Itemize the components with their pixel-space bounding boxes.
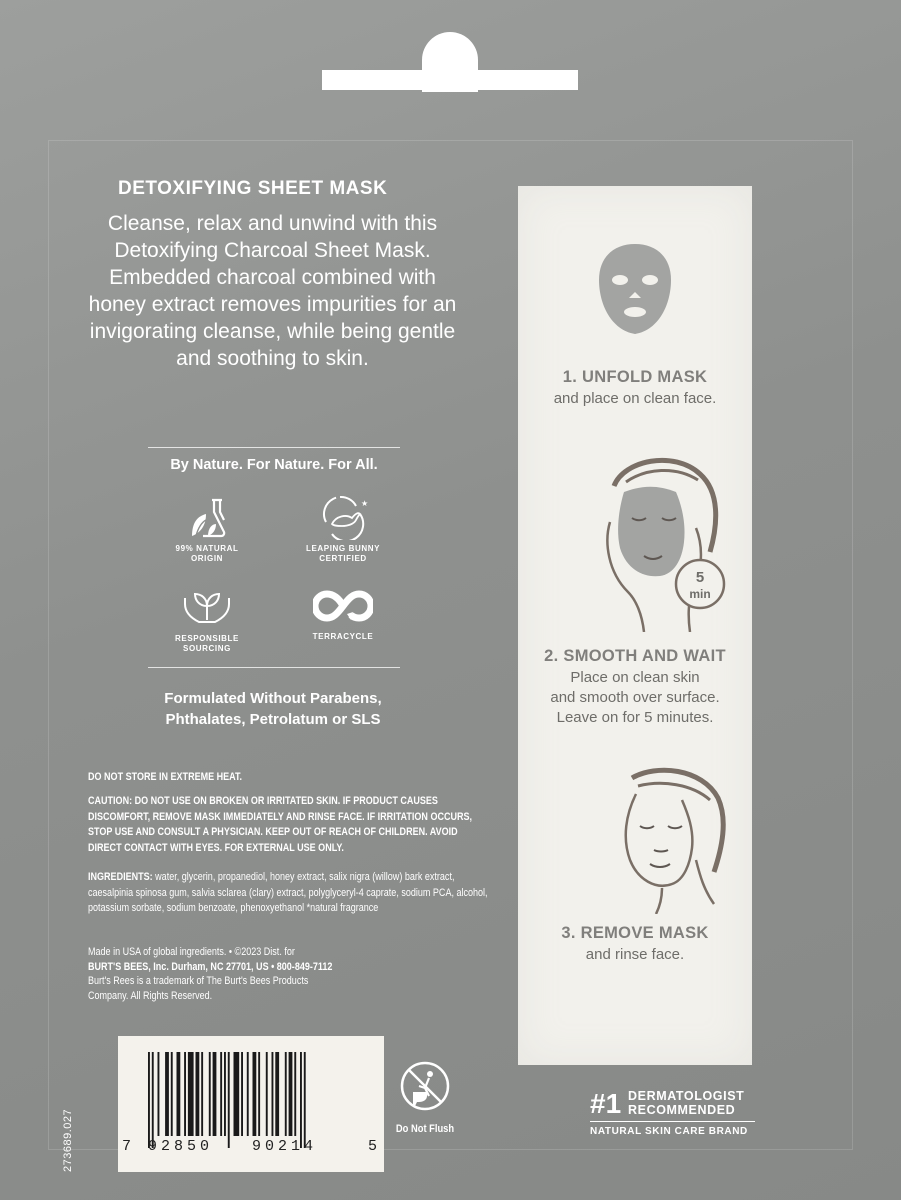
timer-value: 5 (695, 569, 705, 586)
flask-leaf-icon (182, 496, 232, 540)
derm-brand: NATURAL SKIN CARE BRAND (590, 1126, 748, 1137)
barcode-bar (158, 1052, 160, 1136)
barcode-digit: 7 (122, 1138, 132, 1155)
barcode-bar (304, 1052, 306, 1148)
formulated-without: Formulated Without Parabens, Phthalates, Petrolatum or SLS (164, 690, 382, 728)
barcode-digit: 5 (368, 1138, 378, 1155)
barcode-bar (196, 1052, 200, 1136)
rank-number: #1 (590, 1088, 622, 1119)
barcode-bar (234, 1052, 240, 1136)
step-3-title: 3. REMOVE MASK (561, 924, 709, 942)
barcode-bar (258, 1052, 260, 1136)
sku-code: 273689.027 (62, 1108, 74, 1172)
barcode-bar (272, 1052, 274, 1136)
tagline: By Nature. For Nature. For All. (170, 457, 378, 473)
barcode-bar (171, 1052, 173, 1136)
barcode-bar (184, 1052, 186, 1136)
barcode-bar (165, 1052, 169, 1136)
barcode-bar (177, 1052, 181, 1136)
bunny-icon (318, 496, 368, 540)
badge-label: 99% NATURAL ORIGIN (175, 544, 239, 563)
svg-text:★: ★ (361, 499, 368, 508)
barcode-bar (228, 1052, 230, 1148)
barcode-bar (209, 1052, 211, 1136)
barcode-bar (300, 1052, 302, 1148)
no-flush-symbol: Do Not Flush (385, 1060, 465, 1135)
barcode-bar (275, 1052, 279, 1136)
no-flush-icon (399, 1060, 451, 1112)
derm-line2: RECOMMENDED (628, 1103, 736, 1117)
barcode-bars (134, 1052, 368, 1148)
storage-warning: DO NOT STORE IN EXTREME HEAT. (88, 771, 243, 783)
barcode (118, 1036, 384, 1172)
badge-label: LEAPING BUNNY CERTIFIED (305, 544, 381, 563)
hands-plant-icon (179, 584, 235, 630)
barcode-bar (188, 1052, 194, 1136)
manufacturer-info: Made in USA of global ingredients. • ©2023 Dist. for BURT'S BEES, Inc. Durham, NC 27701, US • 800-849-7112 Burt's Rees is a trademark of The Burt's Bees Products Company. All Rights Reserved. (88, 946, 333, 1002)
hanger-knob (422, 32, 478, 92)
step-2-text: and smooth over surface. (550, 689, 720, 706)
badge-responsible-sourcing (152, 584, 262, 654)
barcode-bar (285, 1052, 287, 1136)
badge-terracycle (288, 584, 398, 642)
step-2-title: 2. SMOOTH AND WAIT (544, 647, 726, 665)
badge-leaping-bunny (288, 496, 398, 564)
barcode-bar (289, 1052, 293, 1136)
step-1-title: 1. UNFOLD MASK (562, 368, 708, 386)
barcode-bar (294, 1052, 296, 1136)
product-description: Cleanse, relax and unwind with this Detoxifying Charcoal Sheet Mask. Embedded charcoal combined with honey extract removes impurities for an invigorating cleanse, while being gentle and soothing to skin. (88, 212, 457, 370)
barcode-bar (213, 1052, 217, 1136)
derm-divider (590, 1121, 755, 1122)
derm-line1: DERMATOLOGIST (628, 1089, 745, 1103)
barcode-bar (148, 1052, 150, 1148)
badge-label: TERRACYCLE (312, 632, 374, 641)
barcode-bar (253, 1052, 257, 1136)
step-3-text: and rinse face. (585, 946, 685, 963)
face-with-mask-icon (596, 452, 746, 632)
step-1-text: and place on clean face. (553, 390, 717, 407)
clean-face-icon (592, 764, 732, 914)
barcode-digits: 90214 (252, 1138, 318, 1155)
caution-text: CAUTION: DO NOT USE ON BROKEN OR IRRITATED SKIN. IF PRODUCT CAUSES DISCOMFORT, REMOVE MASK IMMEDIATELY AND RINSE FACE. IF IRRITATION OCCURS, STOP USE AND CONSULT A PHYSICIAN. KEEP OUT OF REACH OF CHILDREN. AVOID DIRECT CONTACT WITH EYES. FOR EXTERNAL USE ONLY. (88, 795, 473, 854)
divider-bottom (148, 667, 400, 668)
barcode-bar (247, 1052, 249, 1136)
sheet-mask-icon (596, 242, 674, 336)
barcode-bar (220, 1052, 222, 1136)
instructions-panel (518, 186, 752, 1065)
badge-label: RESPONSIBLE SOURCING (175, 634, 239, 653)
barcode-bar (224, 1052, 226, 1136)
barcode-bar (152, 1052, 154, 1148)
step-2-text: Place on clean skin (570, 669, 700, 686)
product-title: DETOXIFYING SHEET MASK (118, 178, 388, 199)
terracycle-icon (313, 584, 373, 628)
barcode-bar (201, 1052, 203, 1136)
divider-top (148, 447, 400, 448)
barcode-digits: 92850 (148, 1138, 214, 1155)
barcode-bar (266, 1052, 268, 1136)
ingredients-text: INGREDIENTS: water, glycerin, propanediol, honey extract, salix nigra (willow) bark extract, caesalpinia spinosa gum, salvia sclarea (clary) extract, polyglyceryl-4 caprate, sodium PCA, alcohol, potassium sorbate, sodium benzoate, phenoxyethanol *natural fragrance (88, 871, 488, 914)
step-2-text: Leave on for 5 minutes. (556, 709, 714, 726)
badge-natural-origin (152, 496, 262, 564)
barcode-bar (241, 1052, 243, 1136)
timer-unit: min (689, 587, 711, 601)
